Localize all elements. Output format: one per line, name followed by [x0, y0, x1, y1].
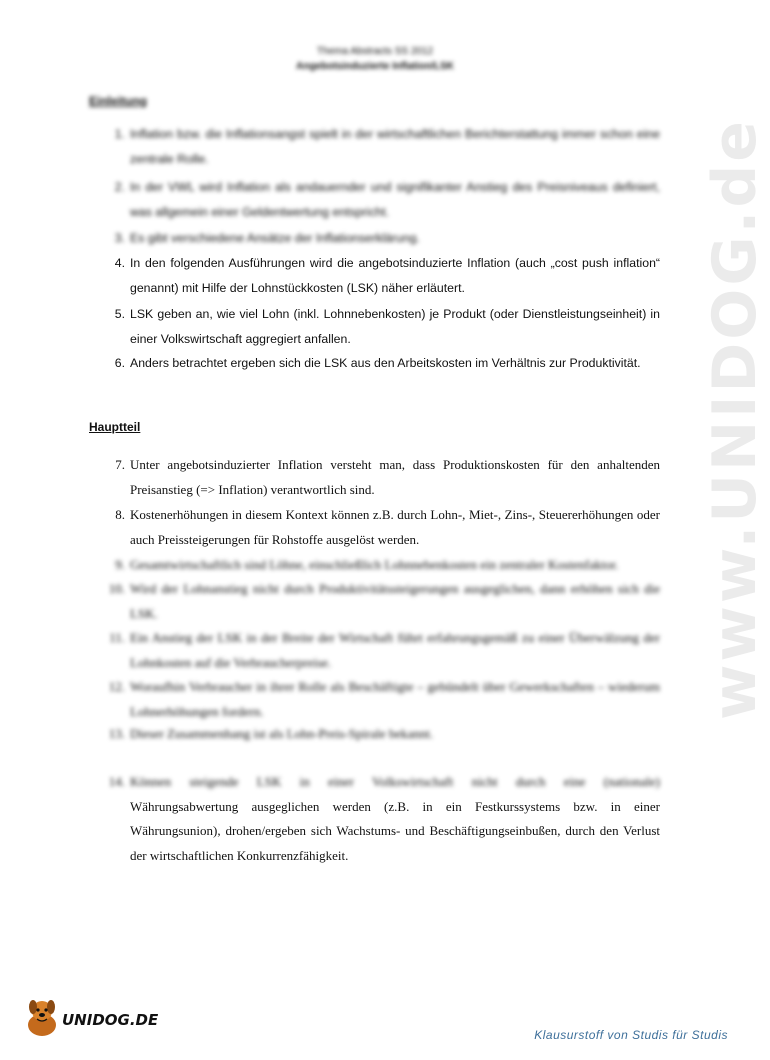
item-text-continued: Währungsabwertung ausgeglichen werden (z.B. in ein Festkurssystems bzw. in einer Währungsunion), drohen/ergeben sich Wachstums- und Beschäftigungseinbußen, durch den Verlust der wirtschaftlichen Konkurrenzfähigkeit. — [130, 798, 660, 863]
item-number: 12. — [108, 679, 125, 694]
item-text: Inflation bzw. die Inflationsangst spielt in der wirtschaftlichen Berichterstattung immer schon eine zentrale Rolle. — [130, 127, 660, 166]
list-item — [105, 553, 660, 578]
list-item — [105, 675, 660, 724]
item-text: In den folgenden Ausführungen wird die angebotsinduzierte Inflation (auch „cost push inflation“ genannt) mit Hilfe der Lohnstückkosten (LSK) näher erläutert. — [130, 256, 660, 295]
header-topic: Thema Abstracts SS 2012 — [316, 46, 434, 57]
list-item — [105, 722, 660, 747]
section-heading-intro: Einleitung — [89, 94, 147, 108]
item-text: LSK geben an, wie viel Lohn (inkl. Lohnnebenkosten) je Produkt (oder Dienstleistungseinheit) in einer Volkswirtschaft aggregiert anfallen. — [130, 307, 660, 346]
logo-text: UNIDOG.DE — [62, 1011, 159, 1029]
list-item — [105, 122, 660, 171]
item-text: Anders betrachtet ergeben sich die LSK aus den Arbeitskosten im Verhältnis zur Produktivität. — [130, 356, 641, 370]
item-number: 4. — [114, 256, 125, 270]
list-item — [105, 251, 660, 300]
item-text: In der VWL wird Inflation als andauernder und signifikanter Anstieg des Preisniveaus definiert, was allgemein einer Geldentwertung entspricht. — [130, 180, 660, 219]
item-text: Unter angebotsinduzierter Inflation versteht man, dass Produktionskosten für den anhaltenden Preisanstieg (=> Inflation) verantwortlich sind. — [130, 457, 660, 497]
list-item — [105, 302, 660, 351]
item-text: Wird der Lohnanstieg nicht durch Produktivitätssteigerungen ausgeglichen, dann erhöhen sich die LSK. — [130, 581, 660, 621]
dog-icon — [22, 995, 62, 1039]
item-text: Dieser Zusammenhang ist als Lohn-Preis-Spirale bekannt. — [130, 726, 434, 741]
item-number: 6. — [114, 356, 125, 370]
item-text: Ein Anstieg der LSK in der Breite der Wirtschaft führt erfahrungsgemäß zu einer Überwälzung der Lohnkosten auf die Verbraucherpreise. — [130, 630, 660, 670]
item-text — [130, 770, 660, 868]
footer-tagline: Klausurstoff von Studis für Studis — [534, 1028, 728, 1042]
watermark: www.UNIDOG.de — [700, 118, 770, 720]
item-number: 7. — [115, 457, 125, 472]
item-text: Es gibt verschiedene Ansätze der Inflationserklärung. — [130, 231, 420, 245]
item-text: Kostenerhöhungen in diesem Kontext können z.B. durch Lohn-, Miet-, Zins-, Steuererhöhungen oder auch Preissteigerungen für Rohstoffe ausgelöst werden. — [130, 507, 660, 547]
list-item — [105, 503, 660, 552]
list-item — [105, 577, 660, 626]
item-number: 13. — [108, 726, 125, 741]
item-number: 11. — [109, 630, 125, 645]
unidog-logo — [22, 995, 159, 1045]
item-number: 8. — [115, 507, 125, 522]
item-number: 5. — [114, 307, 125, 321]
list-item — [105, 453, 660, 502]
item-text: Woraufhin Verbraucher in ihrer Rolle als Beschäftigte – gebündelt über Gewerkschaften – wiederum Lohnerhöhungen fordern. — [130, 679, 660, 719]
header-title: Angebotsinduzierte Inflation/LSK — [296, 61, 454, 72]
item-number: 14. — [108, 774, 125, 789]
section-heading-main: Hauptteil — [89, 420, 141, 434]
list-item — [105, 226, 660, 251]
list-item — [105, 626, 660, 675]
item-number: 9. — [115, 557, 125, 572]
item-text: Gesamtwirtschaftlich sind Löhne, einschließlich Lohnnebenkosten ein zentraler Kostenfaktor. — [130, 557, 619, 572]
item-number: 2. — [114, 180, 125, 194]
item-text-blurred-line: Können steigende LSK in einer Volkswirtschaft nicht durch eine (nationale) — [130, 774, 660, 789]
list-item — [105, 770, 660, 868]
item-number: 3. — [114, 231, 125, 245]
item-number: 1. — [114, 127, 125, 141]
list-item — [105, 351, 660, 376]
item-number: 10. — [108, 581, 125, 596]
list-item — [105, 175, 660, 224]
